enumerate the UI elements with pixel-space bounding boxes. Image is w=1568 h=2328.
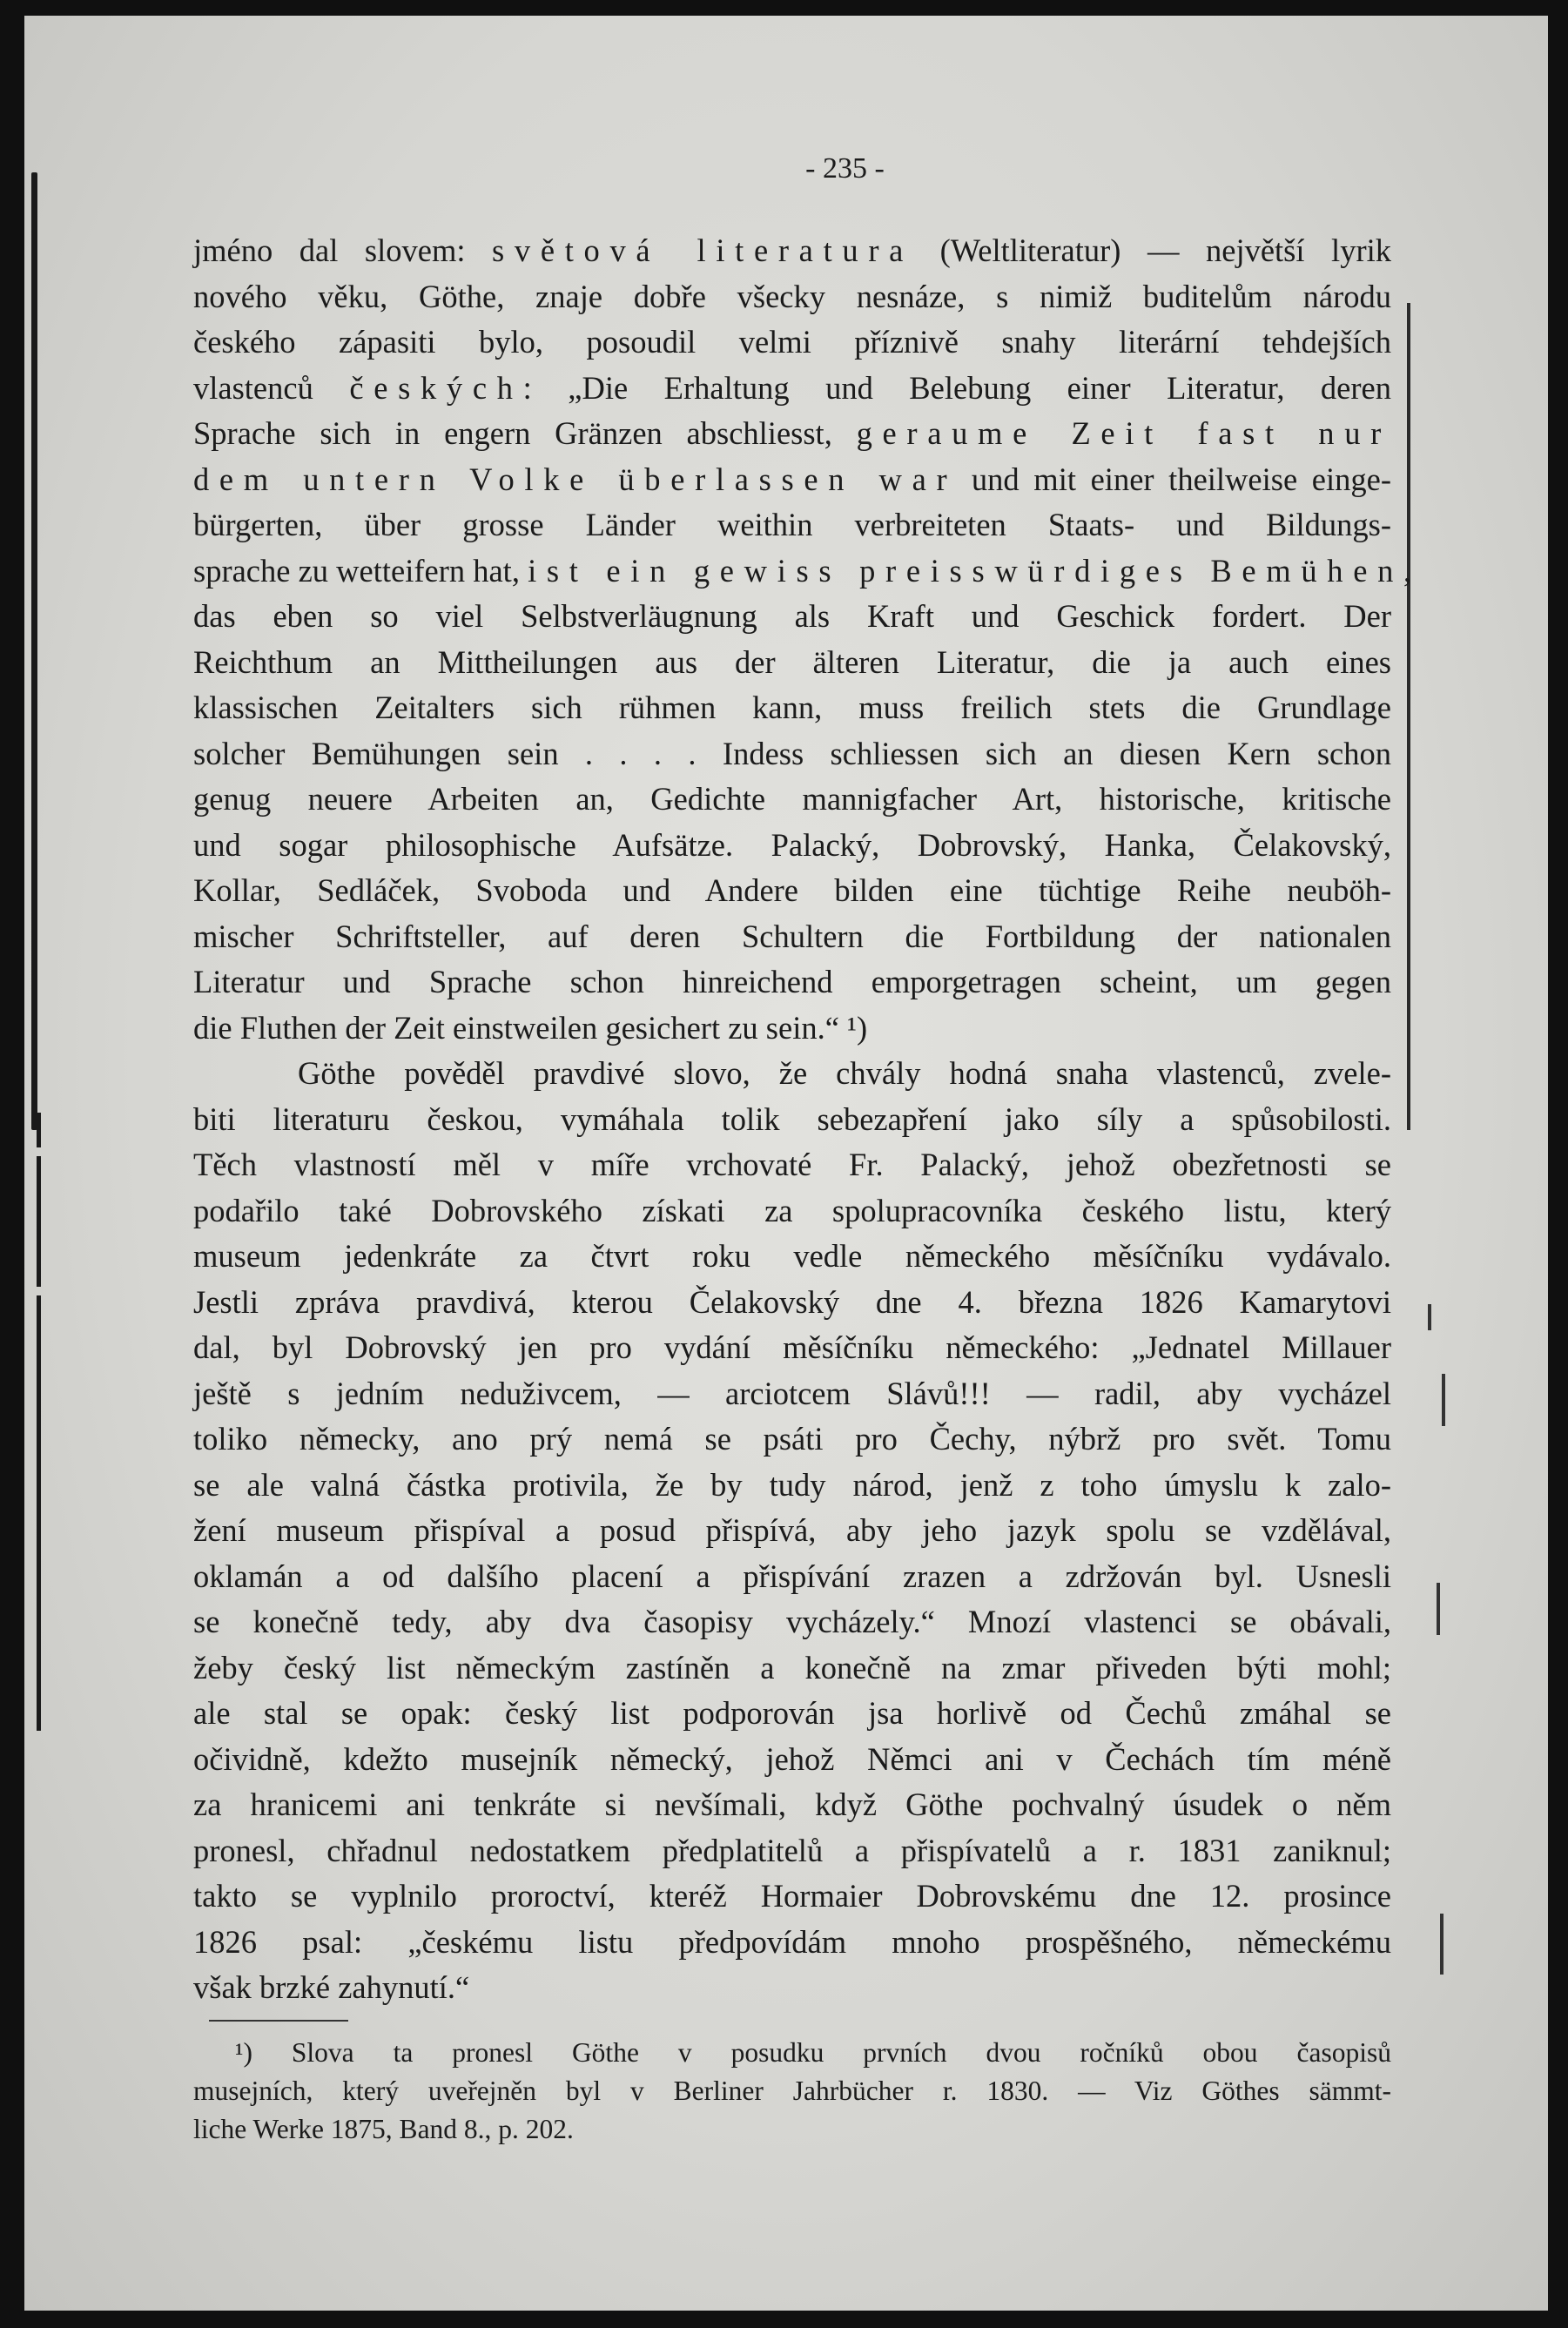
- text-run: oklamán a od dalšího placení a přispívání zrazen a zdržován byl. Usnesli: [193, 1558, 1391, 1594]
- text-run: bürgerten, über grosse Länder weithin verbreiteten Staats- und Bildungs-: [193, 507, 1391, 542]
- text-run: podařilo také Dobrovského získati za spolupracovníka českého listu, který: [193, 1192, 1391, 1228]
- scan-mark: [1437, 1583, 1440, 1635]
- text-run: Kollar, Sedláček, Svoboda und Andere bilden eine tüchtige Reihe neuböh-: [193, 872, 1391, 908]
- text-line: [193, 1645, 1391, 1692]
- text-run: sprache zu wetteifern hat,: [193, 552, 528, 589]
- text-run: die Fluthen der Zeit einstweilen gesichert zu sein.“ ¹): [193, 1009, 868, 1046]
- spaced-emphasis: českých: [349, 369, 523, 406]
- text-run: toliko německy, ano prý nemá se psáti pro Čechy, nýbrž pro svět. Tomu: [193, 1421, 1391, 1457]
- text-line: [193, 457, 1391, 503]
- scan-mark: [1428, 1304, 1431, 1330]
- text-run: jméno dal slovem:: [193, 232, 493, 268]
- text-run: však brzké zahynutí.“: [193, 1969, 470, 2005]
- text-run: mischer Schriftsteller, auf deren Schultern die Fortbildung der nationalen: [193, 918, 1391, 954]
- text-run: 1826 psal: „českému listu předpovídám mnoho prospěšného, německému: [193, 1923, 1391, 1960]
- text-line: [193, 868, 1391, 914]
- text-line: [193, 1006, 1391, 1052]
- text-run: Reichthum an Mittheilungen aus der älteren Literatur, die ja auch eines: [193, 643, 1391, 680]
- text-run: se konečně tedy, aby dva časopisy vycházely.“ Mnozí vlastenci se obávali,: [193, 1604, 1391, 1639]
- text-run: nového věku, Göthe, znaje dobře všecky nesnáze, s nimiž buditelům národu: [193, 278, 1391, 314]
- text-line: [193, 1599, 1391, 1645]
- scan-mark: [37, 1113, 41, 1147]
- text-line: [193, 1142, 1391, 1188]
- text-line: [193, 731, 1391, 777]
- text-run: solcher Bemühungen sein . . . . Indess schliessen sich an diesen Kern schon: [193, 735, 1391, 771]
- text-run: Těch vlastností měl v míře vrchovaté Fr. Palacký, jehož obezřetnosti se: [193, 1147, 1391, 1182]
- text-line: [193, 1188, 1391, 1235]
- text-run: Jestli zpráva pravdivá, kterou Čelakovský dne 4. března 1826 Kamarytovi: [193, 1283, 1391, 1320]
- spaced-emphasis: dem untern Volke überlassen war: [193, 461, 958, 497]
- text-line: [193, 1554, 1391, 1600]
- text-run: dal, byl Dobrovský jen pro vydání měsíčníku německého: „Jednatel Millauer: [193, 1329, 1391, 1365]
- text-line: [193, 548, 1412, 595]
- text-line: [193, 502, 1391, 548]
- text-line: [193, 274, 1391, 320]
- scan-mark: [37, 1156, 41, 1287]
- text-run: vlastenců: [193, 369, 350, 406]
- footnote-rule: [209, 2020, 348, 2022]
- text-run: genug neuere Arbeiten an, Gedichte mannigfacher Art, historische, kritische: [193, 781, 1391, 817]
- page-number: - 235 -: [805, 152, 885, 185]
- text-line: [193, 1416, 1391, 1463]
- spaced-emphasis: světová literatura: [492, 232, 914, 268]
- spaced-emphasis: geraume Zeit fast nur: [856, 415, 1391, 451]
- text-line: [193, 228, 1391, 274]
- text-line: [193, 640, 1391, 686]
- text-line: [193, 1691, 1391, 1737]
- footnote-line: musejních, který uveřejněn byl v Berliner Jahrbücher r. 1830. — Viz Göthes sämmt-: [193, 2076, 1391, 2106]
- text-line: [193, 1828, 1391, 1874]
- text-line: [193, 411, 1391, 457]
- text-run: ještě s jedním neduživcem, — arciotcem Slávů!!! — radil, aby vycházel: [193, 1375, 1391, 1411]
- text-line: [193, 777, 1391, 823]
- text-run: und sogar philosophische Aufsätze. Palacký, Dobrovský, Hanka, Čelakovský,: [193, 826, 1391, 863]
- footnotes: [193, 2020, 1391, 2149]
- binding-shadow: [31, 172, 37, 1130]
- text-line: [193, 1325, 1391, 1371]
- spaced-emphasis: ist ein gewiss preisswürdiges Bemühen: [528, 552, 1404, 589]
- text-line: [193, 1234, 1391, 1280]
- text-line: [193, 1737, 1391, 1783]
- text-line: [193, 366, 1391, 412]
- text-line: [193, 685, 1391, 731]
- text-run: und mit einer theilweise einge-: [957, 461, 1391, 497]
- text-run: klassischen Zeitalters sich rühmen kann, muss freilich stets die Grundlage: [193, 690, 1391, 725]
- text-line: [193, 823, 1391, 869]
- text-run: ale stal se opak: český list podporován jsa horlivě od Čechů zmáhal se: [193, 1695, 1391, 1731]
- text-line: [193, 1051, 1391, 1097]
- text-run: (Weltliteratur) — největší lyrik: [913, 232, 1391, 268]
- text-line: [193, 1508, 1391, 1554]
- text-run: das eben so viel Selbstverläugnung als Kraft und Geschick fordert. Der: [193, 598, 1391, 634]
- text-run: žení museum přispíval a posud přispívá, aby jeho jazyk spolu se vzdělával,: [193, 1512, 1391, 1548]
- text-line: [193, 1280, 1391, 1326]
- text-run: za hranicemi ani tenkráte si nevšímali, když Göthe pochvalný úsudek o něm: [193, 1786, 1391, 1822]
- scan-mark: [37, 1295, 41, 1731]
- text-line: [193, 1097, 1391, 1143]
- text-run: museum jedenkráte za čtvrt roku vedle německého měsíčníku vydávalo.: [193, 1238, 1391, 1274]
- body-text: [193, 228, 1412, 2011]
- text-run: českého zápasiti bylo, posoudil velmi příznivě snahy literární tehdejších: [193, 324, 1391, 360]
- text-run: žeby český list německým zastíněn a konečně na zmar přiveden býti mohl;: [193, 1649, 1391, 1685]
- text-line: [193, 594, 1391, 640]
- text-run: Literatur und Sprache schon hinreichend emporgetragen scheint, um gegen: [193, 964, 1391, 999]
- text-run: ,: [1403, 552, 1412, 589]
- text-line: [193, 320, 1391, 366]
- text-line: [193, 959, 1391, 1006]
- text-run: pronesl, chřadnul nedostatkem předplatitelů a přispívatelů a r. 1831 zaniknul;: [193, 1832, 1391, 1868]
- text-run: očividně, kdežto musejník německý, jehož Němci ani v Čechách tím méně: [193, 1740, 1391, 1777]
- text-run: se ale valná částka protivila, že by tudy národ, jenž z toho úmyslu k zalo-: [193, 1466, 1391, 1503]
- margin-pencil-line: [1407, 303, 1410, 1130]
- text-line: [193, 914, 1391, 960]
- text-line: [193, 1371, 1391, 1417]
- text-run: Göthe pověděl pravdivé slovo, že chvály hodná snaha vlastenců, zvele-: [298, 1055, 1391, 1091]
- text-run: biti literaturu českou, vymáhala tolik sebezapření jako síly a spůsobilosti.: [193, 1100, 1391, 1137]
- text-line: [193, 1782, 1391, 1828]
- scan-mark: [1442, 1374, 1445, 1426]
- text-line: [193, 1965, 1391, 2011]
- text-line: [193, 1920, 1391, 1966]
- footnote-line: ¹) Slova ta pronesl Göthe v posudku prvních dvou ročníků obou časopisů: [235, 2037, 1391, 2068]
- text-run: takto se vyplnilo proroctví, kteréž Hormaier Dobrovskému dne 12. prosince: [193, 1878, 1391, 1914]
- text-line: [193, 1874, 1391, 1920]
- text-run: : „Die Erhaltung und Belebung einer Literatur, deren: [522, 369, 1391, 406]
- scan-mark: [1440, 1914, 1444, 1975]
- text-line: [193, 1463, 1391, 1509]
- footnote-line: liche Werke 1875, Band 8., p. 202.: [193, 2114, 574, 2144]
- text-run: Sprache sich in engern Gränzen abschliesst,: [193, 415, 857, 451]
